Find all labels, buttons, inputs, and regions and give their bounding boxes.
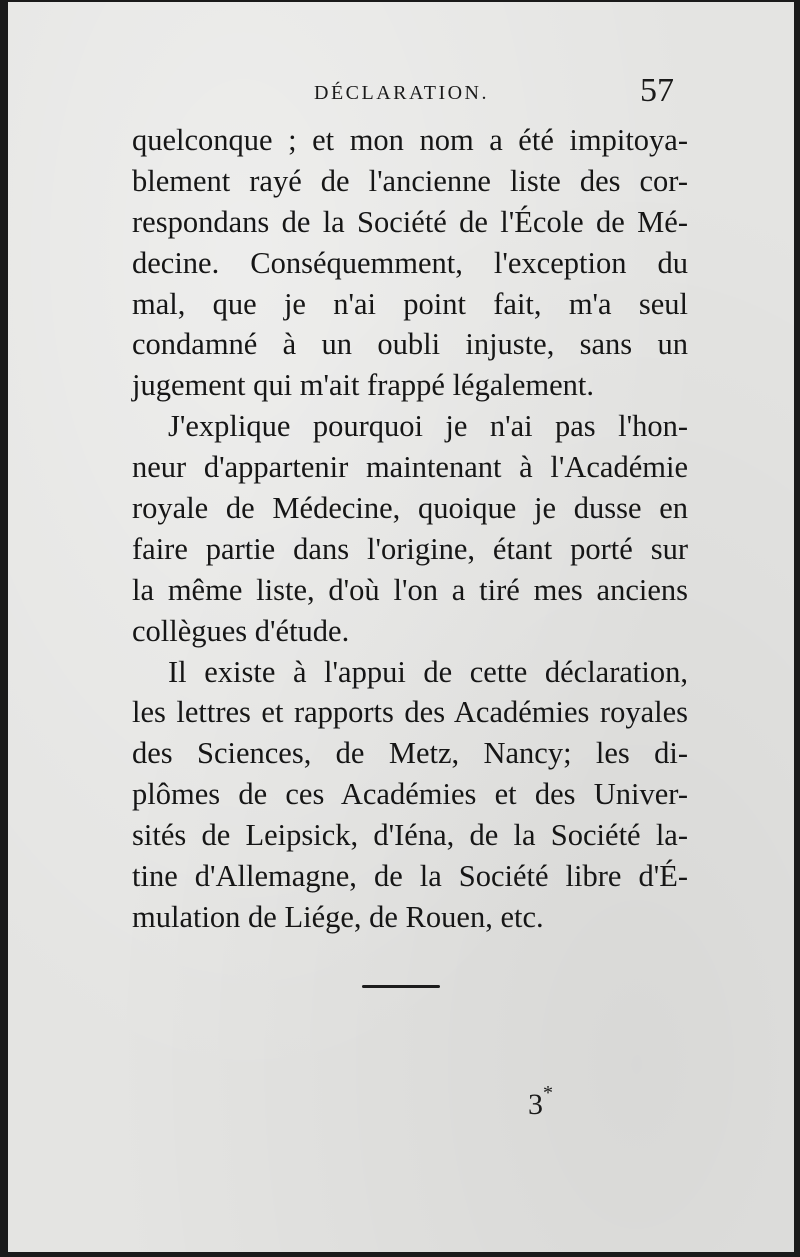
signature-mark <box>528 1082 553 1122</box>
running-head: DÉCLARATION. <box>314 82 489 104</box>
text-line: blement rayé de l'ancienne liste des cor- <box>132 163 688 198</box>
text-line: quelconque ; et mon nom a été impitoya- <box>132 123 688 157</box>
text-line: plômes de ces Académies et des Univer- <box>132 777 688 812</box>
text-line: condamné à un oubli injuste, sans un <box>132 327 688 362</box>
text-line: jugement qui m'ait frappé légalement. <box>132 368 594 403</box>
text-line: neur d'appartenir maintenant à l'Académie <box>132 450 688 485</box>
text-line: Il existe à l'appui de cette déclaration, <box>168 654 688 689</box>
text-line: royale de Médecine, quoique je dusse en <box>132 491 688 526</box>
signature-number: 3 <box>528 1088 543 1121</box>
paragraph-1 <box>132 120 688 406</box>
text-line: des Sciences, de Metz, Nancy; les di- <box>132 736 688 771</box>
signature-star: * <box>543 1082 553 1104</box>
text-line: collègues d'étude. <box>132 613 350 648</box>
text-line: les lettres et rapports des Académies royales <box>132 695 688 730</box>
text-line: mulation de Liége, de Rouen, etc. <box>132 899 544 934</box>
page-number: 57 <box>640 72 674 109</box>
text-line: decine. Conséquemment, l'exception du <box>132 245 688 280</box>
text-line: respondans de la Société de l'École de Mé- <box>132 204 688 239</box>
body-text <box>132 120 688 938</box>
section-rule <box>362 985 440 988</box>
text-line: faire partie dans l'origine, étant porté sur <box>132 531 688 566</box>
text-line: J'explique pourquoi je n'ai pas l'hon- <box>168 409 688 444</box>
text-line: mal, que je n'ai point fait, m'a seul <box>132 286 688 321</box>
paragraph-2 <box>132 406 688 651</box>
text-line: la même liste, d'où l'on a tiré mes anciens <box>132 572 688 607</box>
text-line: tine d'Allemagne, de la Société libre d'É- <box>132 859 688 894</box>
page-header <box>8 68 794 118</box>
paragraph-3 <box>132 652 688 938</box>
text-line: sités de Leipsick, d'Iéna, de la Société la- <box>132 818 688 853</box>
book-page <box>8 2 794 1252</box>
